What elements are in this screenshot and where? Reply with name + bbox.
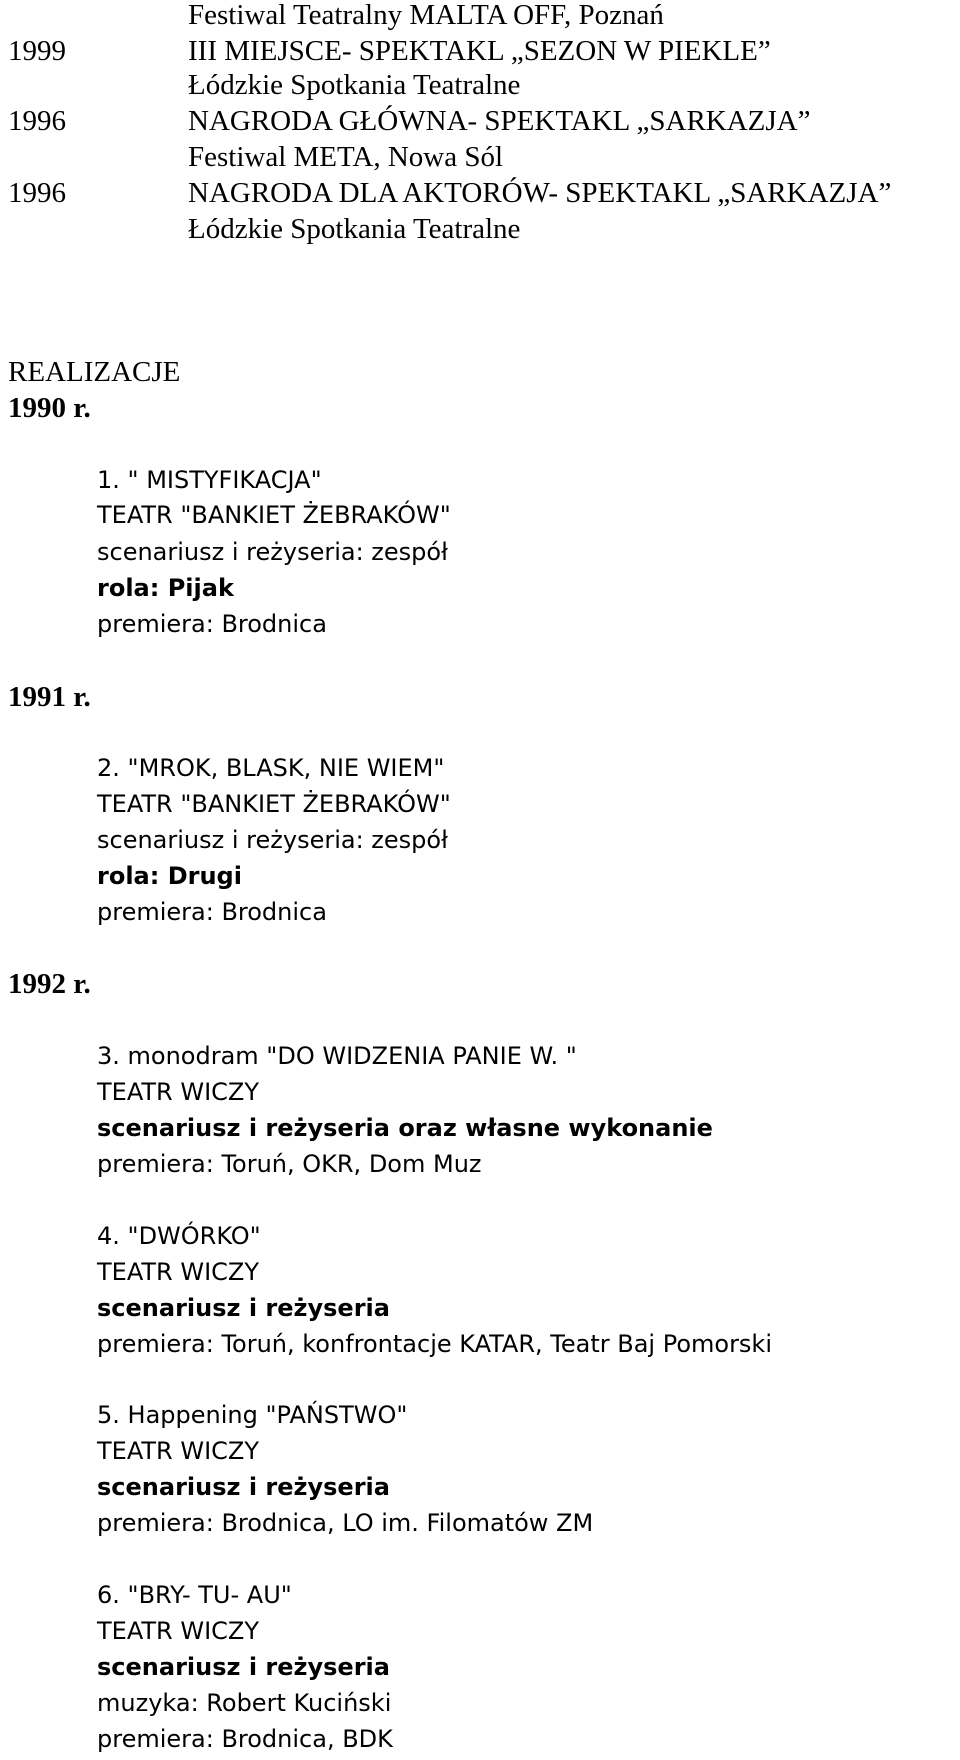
production-title: 2. "MROK, BLASK, NIE WIEM" [97,754,445,782]
section-title: REALIZACJE [8,356,181,388]
year-label: 1991 r. [8,681,91,713]
production-role: rola: Pijak [97,574,234,602]
award-venue: Festiwal META, Nowa Sól [188,141,504,173]
award-venue: Festiwal Teatralny MALTA OFF, Poznań [188,0,664,31]
production-theatre: TEATR "BANKIET ŻEBRAKÓW" [97,501,451,529]
award-title: III MIEJSCE- SPEKTAKL „SEZON W PIEKLE” [188,35,771,67]
production-title: 5. Happening "PAŃSTWO" [97,1401,408,1429]
production-premiere: premiera: Brodnica [97,898,327,926]
production-role: rola: Drugi [97,862,242,890]
award-year: 1996 [8,177,66,209]
award-year: 1999 [8,35,66,67]
production-credit: scenariusz i reżyseria oraz własne wykonanie [97,1114,713,1142]
award-year: 1996 [8,105,66,137]
award-title: NAGRODA DLA AKTORÓW- SPEKTAKL „SARKAZJA” [188,177,892,209]
production-premiere: premiera: Brodnica, BDK [97,1725,393,1753]
production-credit: scenariusz i reżyseria [97,1473,390,1501]
production-title: 4. "DWÓRKO" [97,1222,261,1250]
production-theatre: TEATR "BANKIET ŻEBRAKÓW" [97,790,451,818]
production-theatre: TEATR WICZY [97,1617,260,1645]
production-premiere: premiera: Toruń, OKR, Dom Muz [97,1150,482,1178]
production-music: muzyka: Robert Kuciński [97,1689,392,1717]
production-credit: scenariusz i reżyseria: zespół [97,826,448,854]
production-credit: scenariusz i reżyseria: zespół [97,538,448,566]
production-premiere: premiera: Toruń, konfrontacje KATAR, Teatr Baj Pomorski [97,1330,772,1358]
production-premiere: premiera: Brodnica, LO im. Filomatów ZM [97,1509,594,1537]
production-premiere: premiera: Brodnica [97,610,327,638]
production-title: 6. "BRY- TU- AU" [97,1581,292,1609]
award-venue: Łódzkie Spotkania Teatralne [188,213,521,245]
production-title: 3. monodram "DO WIDZENIA PANIE W. " [97,1042,577,1070]
production-credit: scenariusz i reżyseria [97,1294,390,1322]
year-label: 1990 r. [8,392,91,424]
production-theatre: TEATR WICZY [97,1258,260,1286]
production-credit: scenariusz i reżyseria [97,1653,390,1681]
year-label: 1992 r. [8,968,91,1000]
award-title: NAGRODA GŁÓWNA- SPEKTAKL „SARKAZJA” [188,105,811,137]
production-title: 1. " MISTYFIKACJA" [97,466,322,494]
production-theatre: TEATR WICZY [97,1437,260,1465]
award-venue: Łódzkie Spotkania Teatralne [188,69,521,101]
production-theatre: TEATR WICZY [97,1078,260,1106]
